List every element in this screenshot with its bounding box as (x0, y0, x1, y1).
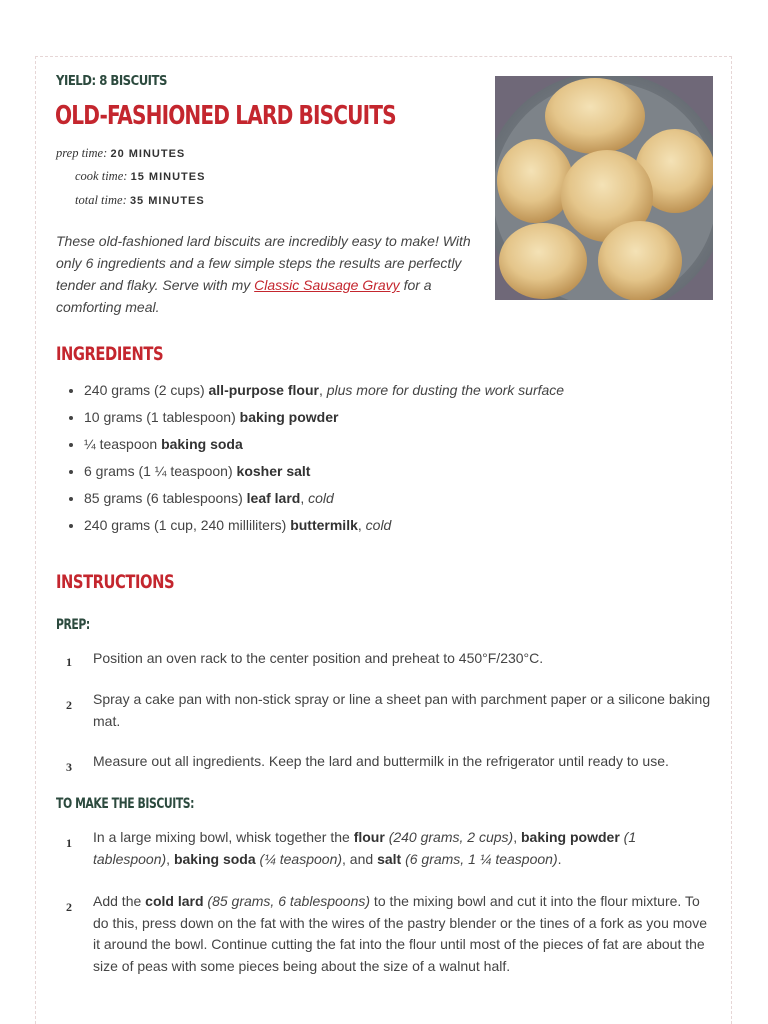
ingredients-list (56, 380, 724, 542)
ingredient-note: cold (365, 517, 392, 533)
ingredient-amount: 240 grams (2 cups) (84, 382, 209, 398)
ingredient-item (84, 515, 724, 542)
step-number: 3 (66, 760, 72, 774)
recipe-intro (56, 230, 471, 318)
total-time (75, 193, 205, 208)
step-text: Add the cold lard (85 grams, 6 tablespoons) to the mixing bowl and cut it into the flour mixture. To do this, press down on the fat with the wires of the pastry blender or the tines of a fork as you move it around the bowl. Continue cutting the fat into the flour until most of the pieces of fat are about the size of peas with some pieces being about the size of a walnut half. (93, 893, 707, 974)
ingredient-name: baking soda (161, 436, 243, 452)
intro-text-end: for a comforting meal. (56, 277, 432, 315)
ingredient-name: all-purpose flour (208, 382, 319, 398)
sausage-gravy-link[interactable]: Classic Sausage Gravy (254, 277, 400, 293)
step-number: 1 (66, 836, 72, 850)
ingredient-note: cold (308, 490, 334, 506)
step-text: Position an oven rack to the center position and preheat to 450°F/230°C. (93, 650, 544, 666)
ingredient-item (84, 407, 724, 434)
ingredient-sep: , (357, 517, 366, 533)
step-text: Measure out all ingredients. Keep the lard and buttermilk in the refrigerator until ready to use. (93, 753, 669, 769)
recipe-yield: YIELD: 8 BISCUITS (56, 74, 167, 89)
prep-heading: PREP: (56, 617, 90, 633)
cook-time (75, 169, 205, 184)
biscuit (497, 139, 573, 223)
ingredient-name: kosher salt (236, 463, 311, 479)
total-time-value: 35 MINUTES (129, 195, 205, 207)
step-number: 2 (66, 900, 72, 914)
recipe-title: OLD-FASHIONED LARD BISCUITS (55, 101, 396, 131)
total-time-label: total time: (75, 193, 127, 207)
cook-time-label: cook time: (75, 169, 128, 183)
step-number: 2 (66, 698, 72, 712)
biscuit (545, 78, 645, 154)
biscuit (598, 221, 682, 300)
ingredient-name: buttermilk (290, 517, 358, 533)
step-number: 1 (66, 655, 72, 669)
ingredient-item (84, 380, 724, 407)
biscuit (499, 223, 587, 299)
instructions-heading: INSTRUCTIONS (56, 571, 175, 593)
make-biscuits-heading: TO MAKE THE BISCUITS: (56, 796, 195, 812)
ingredient-item (84, 461, 724, 488)
ingredients-heading: INGREDIENTS (56, 343, 164, 365)
ingredient-sep: , (300, 490, 309, 506)
ingredient-name: baking powder (239, 409, 339, 425)
cook-time-value: 15 MINUTES (130, 171, 206, 183)
intro-text: These old-fashioned lard biscuits are incredibly easy to make! With only 6 ingredients and a few simple steps the results are perfectly tender and flaky. Serve with my (56, 233, 471, 293)
ingredient-amount: 240 grams (1 cup, 240 milliliters) (84, 517, 291, 533)
ingredient-amount: 10 grams (1 tablespoon) (84, 409, 240, 425)
prep-time-label: prep time: (56, 146, 108, 160)
ingredient-amount: ¼ teaspoon (84, 436, 162, 452)
biscuits-photo (495, 76, 713, 300)
step-text: In a large mixing bowl, whisk together the flour (240 grams, 2 cups), baking powder (1 tablespoon), baking soda (¼ teaspoon), and salt (6 grams, 1 ¼ teaspoon). (93, 829, 637, 867)
ingredient-sep: , (318, 382, 327, 398)
ingredient-amount: 85 grams (6 tablespoons) (84, 490, 247, 506)
ingredient-note: plus more for dusting the work surface (326, 382, 565, 398)
step-text: Spray a cake pan with non-stick spray or line a sheet pan with parchment paper or a silicone baking mat. (93, 691, 711, 729)
prep-time-value: 20 MINUTES (110, 148, 186, 160)
prep-time (56, 146, 185, 161)
ingredient-item (84, 488, 724, 515)
ingredient-item (84, 434, 724, 461)
ingredient-amount: 6 grams (1 ¼ teaspoon) (84, 463, 237, 479)
ingredient-name: leaf lard (246, 490, 301, 506)
